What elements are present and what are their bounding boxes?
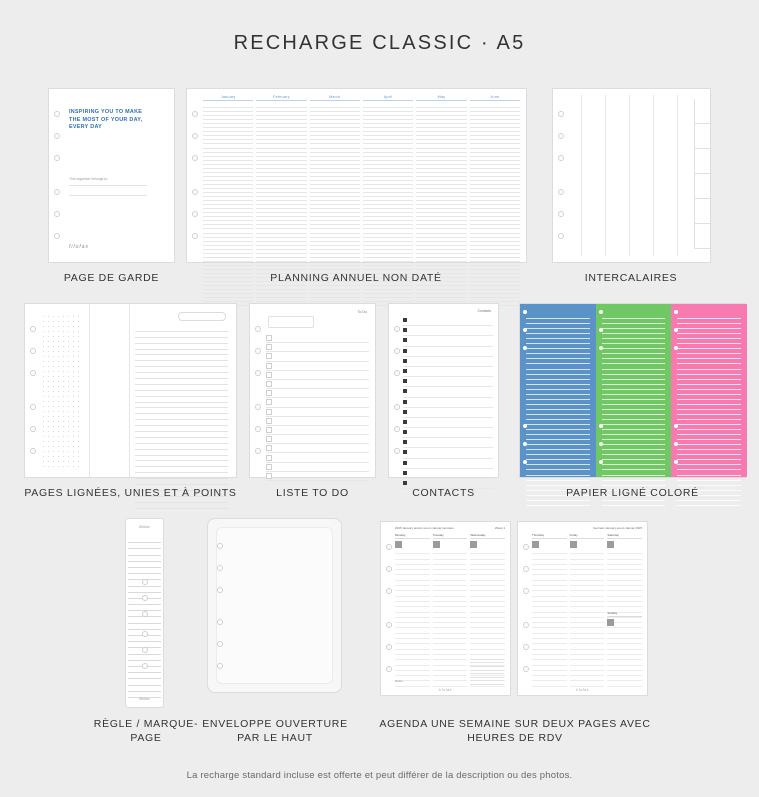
punch-holes bbox=[191, 89, 199, 262]
product-image-pages-lignees bbox=[24, 303, 237, 478]
agenda-day-name: Tuesday bbox=[433, 533, 468, 539]
agenda-hour-lines bbox=[570, 549, 605, 673]
contacts-header-label: Contacts bbox=[477, 309, 491, 313]
month-column bbox=[416, 95, 466, 256]
colored-paper-pane bbox=[671, 304, 747, 477]
month-header: January bbox=[203, 95, 253, 101]
page-title: RECHARGE CLASSIC · A5 bbox=[233, 32, 526, 54]
month-column bbox=[363, 95, 413, 256]
month-column bbox=[470, 95, 520, 256]
product-image-papier-colore bbox=[519, 303, 746, 478]
dotted-page-texture bbox=[41, 314, 82, 469]
product-image-agenda-right bbox=[517, 521, 648, 696]
agenda-date-chip bbox=[607, 619, 614, 626]
month-column bbox=[203, 95, 253, 256]
garde-heading: INSPIRING YOU TO MAKE THE MOST OF YOUR DAY, EVERY DAY bbox=[69, 109, 143, 131]
punch-holes bbox=[254, 304, 262, 477]
agenda-day-column bbox=[433, 533, 468, 673]
month-columns bbox=[203, 95, 520, 256]
punch-holes bbox=[557, 89, 565, 262]
product-image-page-de-garde bbox=[48, 88, 175, 263]
month-column bbox=[256, 95, 306, 256]
agenda-day-name: Saturday bbox=[607, 533, 642, 539]
month-header: May bbox=[416, 95, 466, 101]
brand-wordmark: filofax bbox=[575, 688, 590, 692]
agenda-date-chip bbox=[570, 541, 577, 548]
punch-holes bbox=[522, 522, 530, 695]
envelope-body bbox=[216, 527, 333, 684]
colored-paper-pane bbox=[520, 304, 596, 477]
month-rows bbox=[416, 104, 466, 256]
punch-holes bbox=[216, 519, 224, 692]
product-image-intercalaires bbox=[552, 88, 711, 263]
agenda-day-name: Friday bbox=[570, 533, 605, 539]
month-rows bbox=[363, 104, 413, 256]
agenda-hour-lines bbox=[395, 549, 430, 673]
month-rows bbox=[310, 104, 360, 256]
product-image-regle-marque-page bbox=[125, 518, 164, 708]
product-image-liste-to-do bbox=[249, 303, 376, 478]
agenda-left-header: 2025 January janvier enero Januar Gennaio bbox=[395, 526, 454, 530]
month-rows bbox=[470, 104, 520, 256]
punch-holes bbox=[385, 522, 393, 695]
divider-tabs bbox=[694, 99, 710, 249]
month-rows bbox=[256, 104, 306, 256]
caption-regle: RÈGLE / MARQUE-PAGE bbox=[93, 718, 199, 744]
agenda-date-chip bbox=[607, 541, 614, 548]
agenda-notes-label: Notes bbox=[395, 679, 403, 683]
caption-papier-colore: PAPIER LIGNÉ COLORÉ bbox=[566, 487, 699, 499]
month-header: April bbox=[363, 95, 413, 101]
garde-field-label: This organiser belongs to: bbox=[69, 177, 109, 181]
product-image-contacts bbox=[388, 303, 499, 478]
agenda-day-column bbox=[607, 533, 642, 673]
agenda-day-column bbox=[570, 533, 605, 673]
punch-holes bbox=[53, 89, 61, 262]
month-rows bbox=[203, 104, 253, 256]
agenda-date-chip bbox=[433, 541, 440, 548]
caption-page-de-garde: PAGE DE GARDE bbox=[63, 272, 160, 284]
agenda-day-name: Thursday bbox=[532, 533, 567, 539]
product-image-agenda-left bbox=[380, 521, 511, 696]
brand-wordmark: filofax bbox=[69, 244, 90, 250]
caption-intercalaires: INTERCALAIRES bbox=[584, 272, 678, 284]
product-image-enveloppe bbox=[207, 518, 342, 693]
todo-title-box bbox=[268, 316, 314, 328]
agenda-day-column bbox=[470, 533, 505, 673]
month-column bbox=[310, 95, 360, 256]
brand-wordmark: filofax bbox=[438, 688, 453, 692]
punch-holes bbox=[393, 304, 401, 477]
month-header: February bbox=[256, 95, 306, 101]
punch-holes bbox=[29, 304, 37, 477]
caption-agenda: AGENDA UNE SEMAINE SUR DEUX PAGES AVEC HEURES DE RDV bbox=[379, 718, 651, 744]
footnote: La recharge standard incluse est offerte et peut différer de la description ou des photos. bbox=[186, 770, 573, 781]
month-header: March bbox=[310, 95, 360, 101]
ruler-brand-top: filofax bbox=[139, 524, 150, 529]
caption-pages-lignees: PAGES LIGNÉES, UNIES ET À POINTS bbox=[24, 487, 237, 499]
agenda-hour-lines bbox=[433, 549, 468, 673]
agenda-day-column bbox=[532, 533, 567, 673]
ruler-brand-bottom: filofax bbox=[139, 696, 150, 701]
agenda-date-chip bbox=[395, 541, 402, 548]
ruled-lines bbox=[135, 326, 228, 471]
agenda-mini-calendar bbox=[470, 656, 504, 685]
agenda-hour-lines bbox=[532, 549, 567, 673]
todo-rows bbox=[266, 334, 369, 481]
agenda-day-name: Sunday bbox=[607, 611, 642, 617]
agenda-date-chip bbox=[532, 541, 539, 548]
month-header: June bbox=[470, 95, 520, 101]
caption-planning-annuel: PLANNING ANNUEL NON DATÉ bbox=[270, 272, 442, 284]
punch-holes bbox=[141, 519, 149, 707]
caption-contacts: CONTACTS bbox=[412, 487, 475, 499]
header-oval bbox=[178, 312, 226, 321]
agenda-day-column bbox=[395, 533, 430, 673]
agenda-day-name: Wednesday bbox=[470, 533, 505, 539]
product-image-planning-annuel bbox=[186, 88, 527, 263]
todo-header-label: To Do bbox=[357, 310, 367, 314]
agenda-hour-lines bbox=[470, 549, 505, 673]
colored-paper-pane bbox=[596, 304, 672, 477]
contacts-rows bbox=[403, 316, 493, 489]
caption-liste-to-do: LISTE TO DO bbox=[276, 487, 349, 499]
agenda-date-chip bbox=[470, 541, 477, 548]
caption-enveloppe: ENVELOPPE OUVERTURE PAR LE HAUT bbox=[202, 718, 348, 744]
agenda-right-header: Gennaio January enero Januar 2025 bbox=[593, 526, 642, 530]
agenda-week-label: Week 1 bbox=[494, 526, 505, 530]
agenda-day-name: Monday bbox=[395, 533, 430, 539]
